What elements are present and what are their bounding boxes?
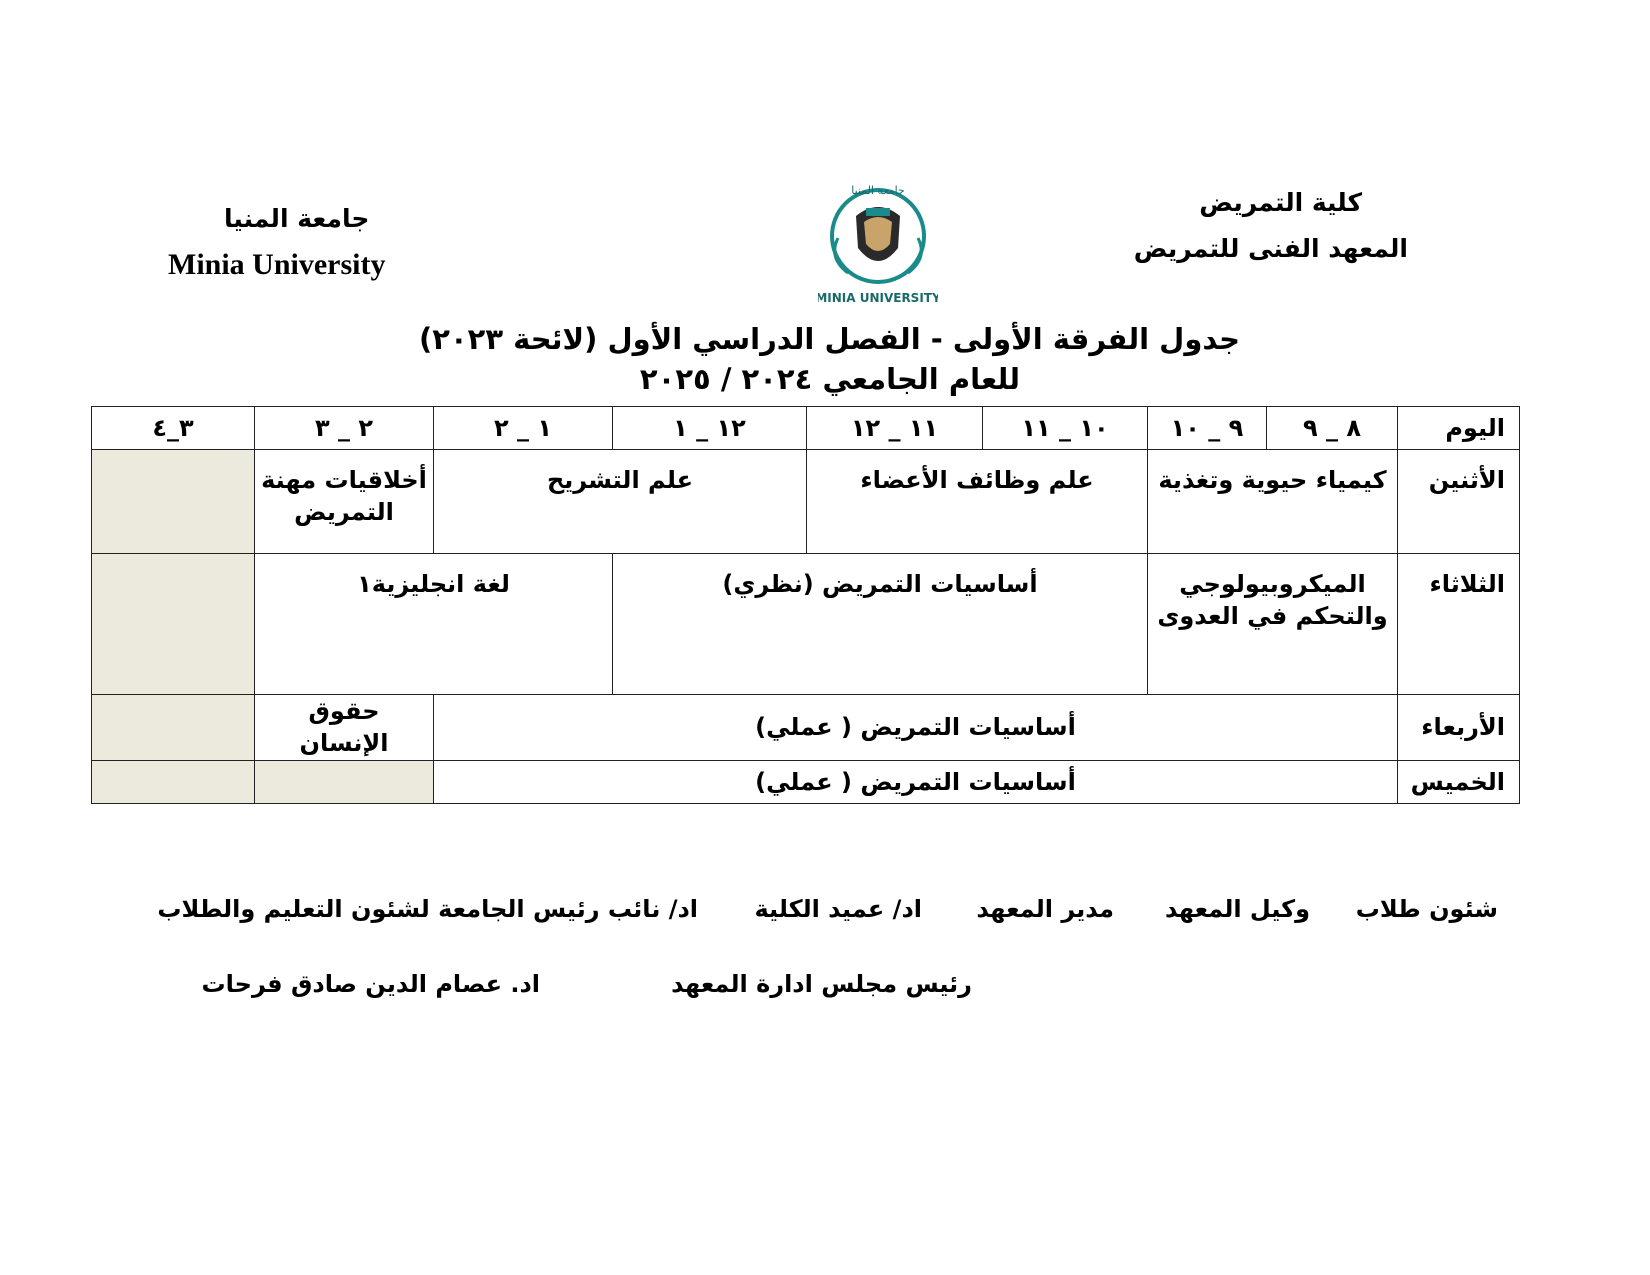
signature-institute-deputy: وكيل المعهد [1164, 895, 1310, 923]
signature-student-affairs: شئون طلاب [1355, 895, 1498, 923]
course-cell: علم التشريح [434, 450, 807, 554]
university-name-en: Minia University [168, 248, 386, 281]
empty-cell [92, 554, 255, 695]
course-cell: أساسيات التمريض ( عملي) [434, 695, 1398, 761]
time-slot: ٩ _ ١٠ [1148, 407, 1267, 450]
table-row-thursday [92, 760, 1520, 803]
course-cell: لغة انجليزية١ [255, 554, 613, 695]
time-slot: ١٢ _ ١ [613, 407, 807, 450]
schedule-title: جدول الفرقة الأولى - الفصل الدراسي الأول (لائحة ٢٠٢٣) [418, 322, 1240, 356]
time-slot: ٨ _ ٩ [1267, 407, 1398, 450]
time-slot: ٣_٤ [92, 407, 255, 450]
time-slot: ١ _ ٢ [434, 407, 613, 450]
course-cell: حقوق الإنسان [255, 695, 434, 761]
time-slot: ١١ _ ١٢ [807, 407, 983, 450]
signature-faculty-dean: اد/ عميد الكلية [754, 895, 922, 923]
day-cell: الخميس [1398, 760, 1520, 803]
academic-year: للعام الجامعي ٢٠٢٤ / ٢٠٢٥ [639, 362, 1021, 396]
faculty-name: كلية التمريض [1199, 188, 1362, 217]
course-cell: علم وظائف الأعضاء [807, 450, 1148, 554]
table-row-tuesday [92, 554, 1520, 695]
day-cell: الثلاثاء [1398, 554, 1520, 695]
course-cell: أخلاقيات مهنة التمريض [255, 450, 434, 554]
schedule-table [91, 406, 1520, 804]
institute-name: المعهد الفنى للتمريض [1133, 234, 1408, 263]
course-cell: أساسيات التمريض (نظري) [613, 554, 1148, 695]
course-cell: كيمياء حيوية وتغذية [1148, 450, 1398, 554]
time-slot: ١٠ _ ١١ [983, 407, 1148, 450]
signature-institute-director: مدير المعهد [976, 895, 1114, 923]
course-cell: أساسيات التمريض ( عملي) [434, 760, 1398, 803]
table-row-monday [92, 450, 1520, 554]
logo-top-text: جامعة المنيا [851, 184, 905, 197]
day-header: اليوم [1398, 407, 1520, 450]
university-name-ar: جامعة المنيا [224, 204, 370, 233]
signature-board-chairman: رئيس مجلس ادارة المعهد [671, 970, 972, 998]
time-slot: ٢ _ ٣ [255, 407, 434, 450]
empty-cell [92, 450, 255, 554]
day-cell: الأربعاء [1398, 695, 1520, 761]
empty-cell [92, 695, 255, 761]
logo-bottom-text: MINIA UNIVERSITY [818, 291, 938, 305]
signature-name: اد. عصام الدين صادق فرحات [201, 970, 540, 998]
table-row-wednesday [92, 695, 1520, 761]
university-logo [818, 178, 938, 308]
empty-cell [92, 760, 255, 803]
empty-cell [255, 760, 434, 803]
table-header-row [92, 407, 1520, 450]
signature-vice-president: اد/ نائب رئيس الجامعة لشئون التعليم والطلاب [157, 895, 698, 923]
day-cell: الأثنين [1398, 450, 1520, 554]
course-cell: الميكروبيولوجي والتحكم في العدوى [1148, 554, 1398, 695]
